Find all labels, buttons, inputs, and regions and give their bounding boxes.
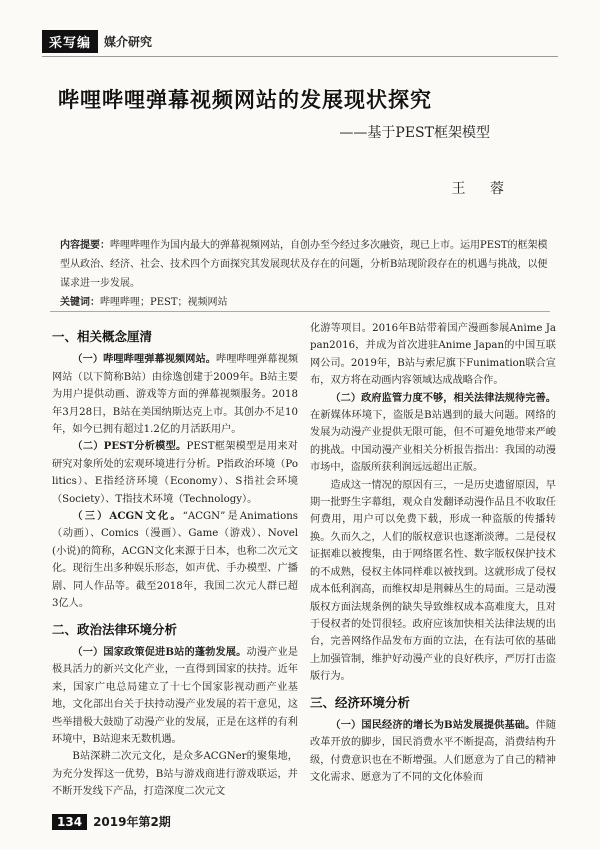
column-name: 媒介研究 <box>104 34 153 49</box>
paragraph-text: 哔哩哔哩弹幕视频网站（以下简称B站）由徐逸创建于2009年。B站主要为用户提供动画、游戏等方面的弹幕视频服务。2018年3月28日，B站在美国纳斯达克上市。其创办不足10年，如今已拥有超过1.2亿的月活跃用户。 <box>52 354 299 436</box>
paragraph-text: PEST框架模型是用来对研究对象所处的宏观环境进行分析。P指政治环境（Politics）、E指经济环境（Economy）、S指社会环境（Society）、T指技术环境（Technology）。 <box>52 441 298 505</box>
article-subtitle: ——基于PEST框架模型 <box>339 125 490 141</box>
abstract-label: 内容提要： <box>60 240 110 251</box>
paragraph-text: 动漫产业是极具活力的新兴文化产业，一直得到国家的扶持。近年来，国家广电总局建立了十七个国家影视动画产业基地，文化部出台关于扶持动漫产业发展的若干意见，这些举措极大鼓励了动漫产业的发展，正是在这样的有利环境中，B站迎来无数机遇。 <box>52 646 299 745</box>
paragraph-lead: （二）政府监管力度不够，相关法律法规待完善。 <box>330 391 556 404</box>
page-number: 134 <box>52 814 87 830</box>
column-header <box>42 30 152 52</box>
right-column <box>310 320 556 787</box>
paragraph: 造成这一情况的原因有三，一是历史遗留原因，早期一批野生字幕组，观众自发翻译动漫作品且不收取任何费用，用户可以免费下载，形成一种盗版的传播转换。久而久之，人们的版权意识也逐渐淡薄。二是侵权证据难以被搜集，由于网络匿名性、数字版权保护技术的不成熟，侵权主体同样难以被找到。这就形成了侵权成本低利润高，而维权却是荆棘丛生的局面。三是动漫版权方面法规条例的缺失导致维权成本高难度大，且对于侵权者的处罚很轻。政府应该加快相关法律法规的出台，完善网络作品发布方面的立法，在有法可依的基础上加强管制，维护好动漫产业的良好秩序，严厉打击盗版行为。 <box>310 479 556 683</box>
magazine-badge: 采写编 <box>42 30 98 53</box>
paragraph <box>52 438 298 508</box>
paragraph <box>52 644 298 748</box>
article-title: 哔哩哔哩弹幕视频网站的发展现状探究 <box>58 87 432 112</box>
abstract-block <box>60 236 550 312</box>
section-heading-1: 一、相关概念厘清 <box>52 329 153 344</box>
keywords-text: 哔哩哔哩；PEST；视频网站 <box>100 297 228 308</box>
keywords-label: 关键词： <box>60 297 100 308</box>
header-divider <box>42 56 558 57</box>
paragraph-lead: （一）国家政策促进B站的蓬勃发展。 <box>72 645 247 658</box>
paragraph-lead: （二）PEST分析模型。 <box>72 440 187 453</box>
paragraph-text: 伴随改革开放的脚步，国民消费水平不断提高，消费结构升级，付费意识也在不断增强。人们愿意为了自己的精神文化需求、愿意为了不同的文化体验而 <box>310 719 557 784</box>
paragraph-text: “ACGN”是Animations（动画）、Comics（漫画）、Game（游戏）、Novel(小说)的简称，ACGN文化来源于日本，也称二次元文化。现衍生出多种娱乐形态，如声优、手办模型、广播剧、同人作品等。截至2018年，我国二次元人群已超3亿人。 <box>52 511 298 610</box>
left-column <box>52 320 298 801</box>
author-name: 王 蓉 <box>451 181 514 197</box>
paragraph <box>310 717 556 787</box>
keywords-line <box>60 293 550 312</box>
paragraph-text: 在新媒体环境下，盗版是B站遇到的最大问题。网络的发展为动漫产业提供无限可能，但不可避免地带来严峻的挑战。中国动漫产业相关分析报告指出：我国的动漫市场中，盗版所获利润远远超出正版。 <box>310 410 556 474</box>
section-heading-2: 二、政治法律环境分析 <box>52 621 178 637</box>
abstract-divider <box>50 311 550 312</box>
paragraph: B站深耕二次元文化，是众多ACGNer的聚集地，为充分发挥这一优势，B站与游戏商进行游戏联运，并不断开发线下产品，打造深度二次元文 <box>52 751 298 798</box>
paragraph <box>52 508 298 612</box>
paragraph-lead: （三）ACGN文化。 <box>72 510 183 523</box>
issue-label: 2019年第2期 <box>93 815 171 829</box>
abstract-text: 哔哩哔哩作为国内最大的弹幕视频网站，自创办至今经过多次融资，现已上市。运用PEST的框架模型从政治、经济、社会、技术四个方面探究其发展现状及存在的问题，分析B站现阶段存在的机遇与挑战，以便谋求进一步发展。 <box>60 240 548 289</box>
paragraph-lead: （一）国民经济的增长为B站发展提供基础。 <box>330 718 536 731</box>
page-footer <box>52 813 171 830</box>
paragraph <box>52 351 298 438</box>
paragraph-lead: （一）哔哩哔哩弹幕视频网站。 <box>72 353 217 366</box>
abstract-paragraph <box>60 236 550 293</box>
paragraph <box>310 390 556 477</box>
paragraph: 化游等项目。2016年B站带着国产漫画参展Anime Japan2016，并成为首次进驻Anime Japan的中国互联网公司。2019年，B站与索尼旗下Funimation联合宣布，双方将在动画内容领域达成战略合作。 <box>310 323 556 387</box>
section-heading-3: 三、经济环境分析 <box>310 694 411 710</box>
